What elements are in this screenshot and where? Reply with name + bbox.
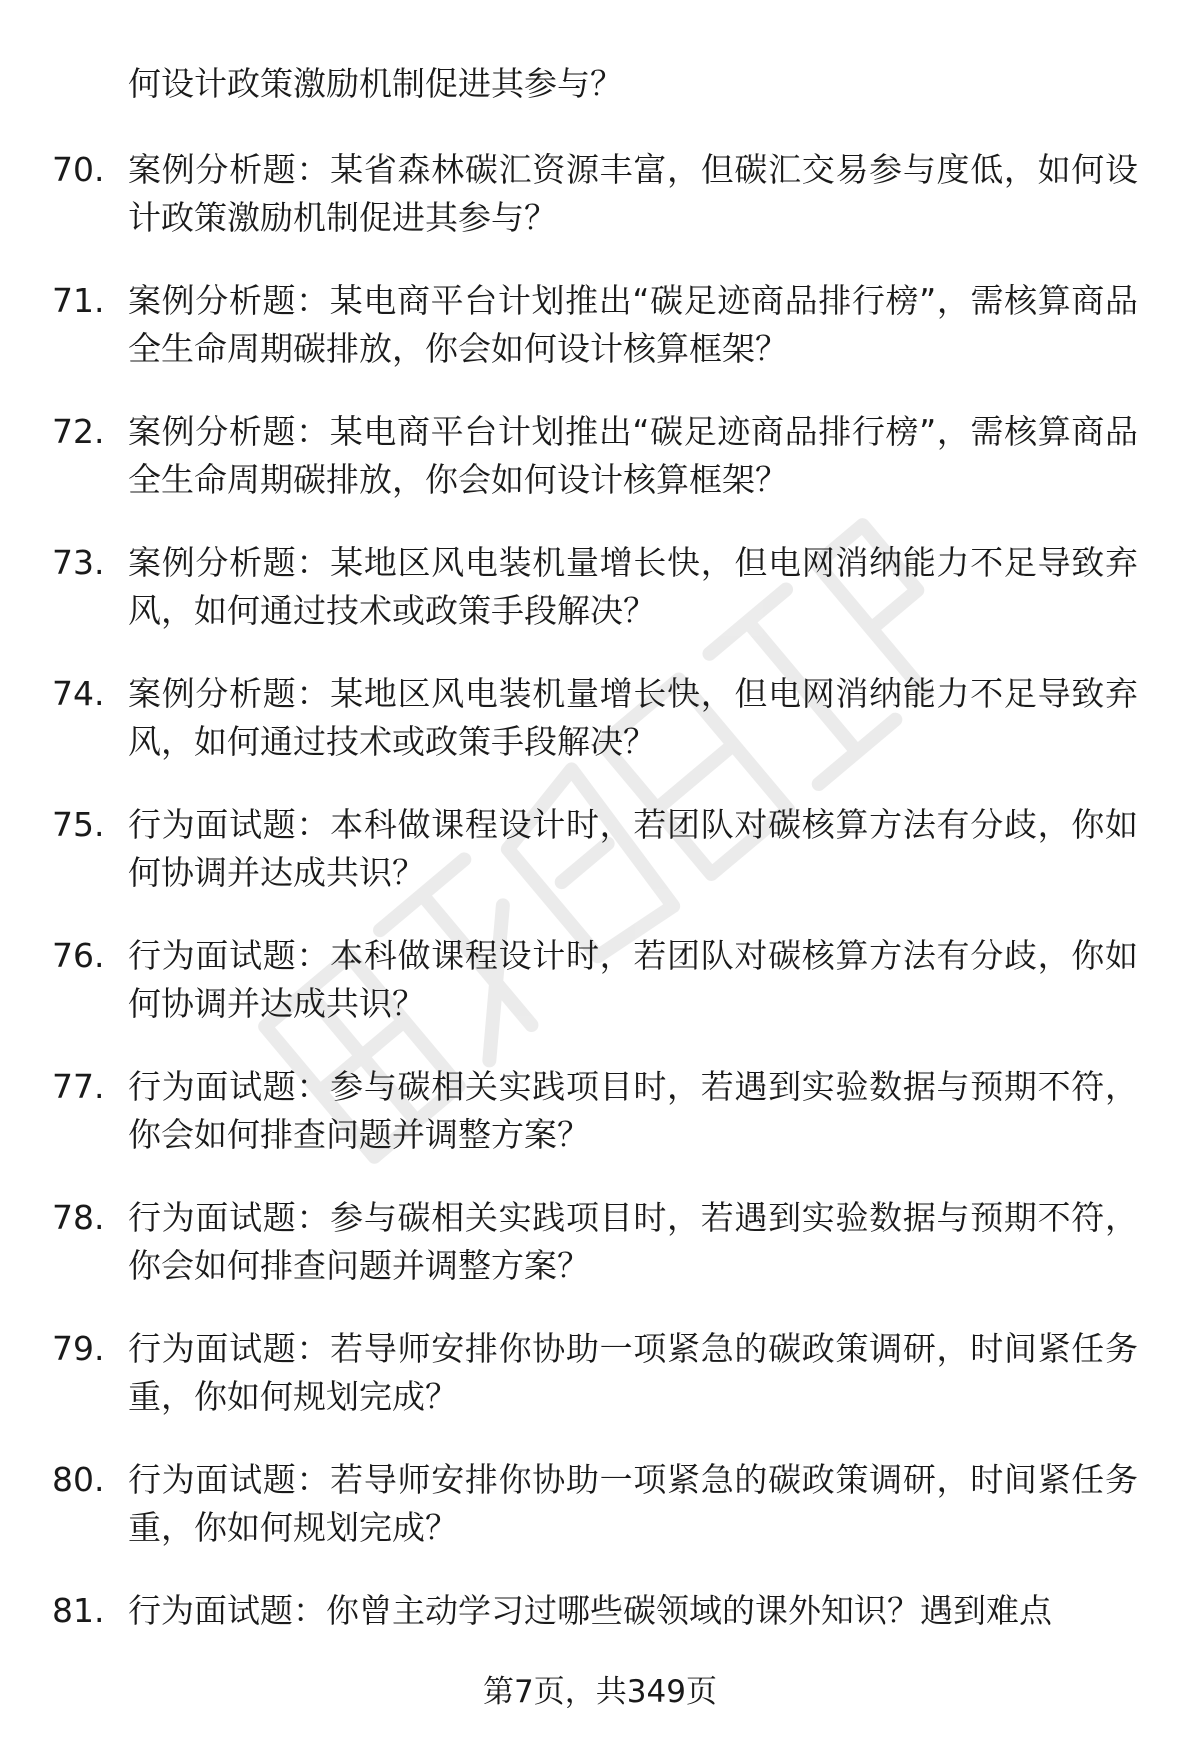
- question-text: 行为面试题：你曾主动学习过哪些碳领域的课外知识？遇到难点: [128, 1591, 1052, 1630]
- question-text: 行为面试题：本科做课程设计时，若团队对碳核算方法有分歧，你如何协调并达成共识？: [128, 805, 1138, 892]
- question-number: 78.: [52, 1198, 105, 1237]
- list-item: [0, 408, 1200, 539]
- list-item: [0, 1456, 1200, 1587]
- question-number: 77.: [52, 1067, 105, 1106]
- question-number: 79.: [52, 1329, 105, 1368]
- list-item: [0, 932, 1200, 1063]
- question-number: 72.: [52, 412, 105, 451]
- question-number: 76.: [52, 936, 105, 975]
- question-list: [0, 146, 1200, 1718]
- question-number: 81.: [52, 1591, 105, 1630]
- question-text: 案例分析题：某电商平台计划推出“碳足迹商品排行榜”，需核算商品全生命周期碳排放，你会如何设计核算框架？: [128, 412, 1138, 499]
- question-text: 案例分析题：某地区风电装机量增长快，但电网消纳能力不足导致弃风，如何通过技术或政策手段解决？: [128, 543, 1138, 630]
- continued-question-text: 何设计政策激励机制促进其参与？: [128, 64, 623, 103]
- question-text: 行为面试题：若导师安排你协助一项紧急的碳政策调研，时间紧任务重，你如何规划完成？: [128, 1460, 1138, 1547]
- question-text: 案例分析题：某电商平台计划推出“碳足迹商品排行榜”，需核算商品全生命周期碳排放，你会如何设计核算框架？: [128, 281, 1138, 368]
- list-item: [0, 539, 1200, 670]
- question-text: 行为面试题：参与碳相关实践项目时，若遇到实验数据与预期不符，你会如何排查问题并调整方案？: [128, 1067, 1138, 1154]
- question-number: 70.: [52, 150, 105, 189]
- question-number: 71.: [52, 281, 105, 320]
- question-number: 74.: [52, 674, 105, 713]
- question-text: 案例分析题：某省森林碳汇资源丰富，但碳汇交易参与度低，如何设计政策激励机制促进其参与？: [128, 150, 1138, 237]
- list-item: [0, 670, 1200, 801]
- list-item: [0, 1325, 1200, 1456]
- question-text: 案例分析题：某地区风电装机量增长快，但电网消纳能力不足导致弃风，如何通过技术或政策手段解决？: [128, 674, 1138, 761]
- list-item: [0, 277, 1200, 408]
- question-number: 75.: [52, 805, 105, 844]
- page-footer: [0, 1670, 1200, 1714]
- list-item: [0, 146, 1200, 277]
- question-text: 行为面试题：本科做课程设计时，若团队对碳核算方法有分歧，你如何协调并达成共识？: [128, 936, 1138, 1023]
- question-number: 73.: [52, 543, 105, 582]
- question-text: 行为面试题：参与碳相关实践项目时，若遇到实验数据与预期不符，你会如何排查问题并调整方案？: [128, 1198, 1138, 1285]
- page-indicator: 第7页，共349页: [483, 1674, 717, 1710]
- list-item: [0, 1194, 1200, 1325]
- question-text: 行为面试题：若导师安排你协助一项紧急的碳政策调研，时间紧任务重，你如何规划完成？: [128, 1329, 1138, 1416]
- list-item: [0, 801, 1200, 932]
- list-item: [0, 1063, 1200, 1194]
- question-number: 80.: [52, 1460, 105, 1499]
